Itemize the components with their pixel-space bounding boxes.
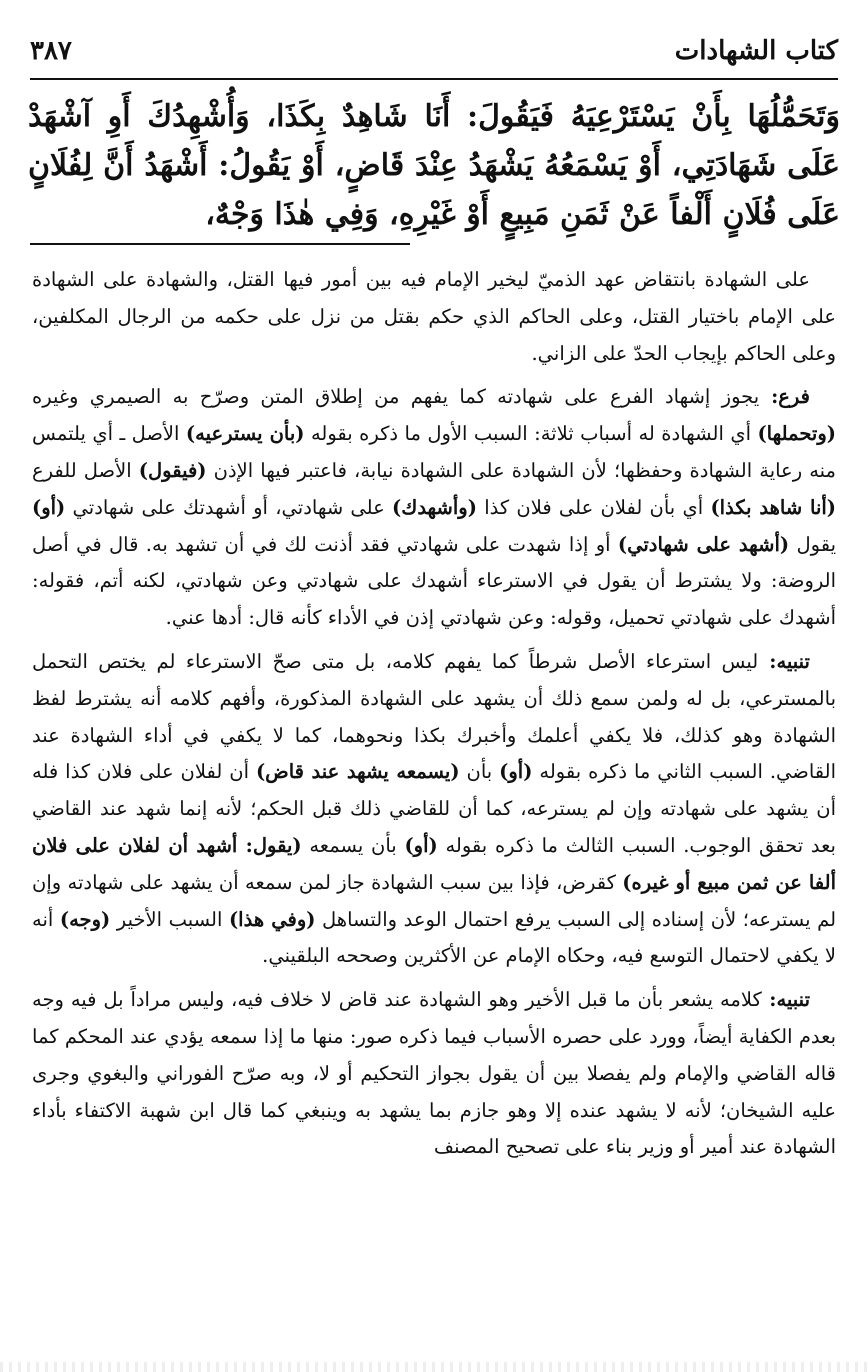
bold-quoted-phrase: (فيقول) [138, 458, 207, 482]
commentary-text: على شهادتي، أو أشهدتك على شهادتي [65, 495, 393, 519]
bold-quoted-phrase: تنبيه: [758, 649, 810, 673]
commentary-text: أن لفلان على فلان كذا فله أن يشهد على شهادته وإن لم يسترعه، كما أن للقاضي ذلك قبل الحكم؛ لأنه إنما شهد عند القاضي بعد تحقق الوجوب. السبب الثالث ما ذكره بقوله [32, 760, 836, 857]
bold-quoted-phrase: فرع: [759, 385, 810, 409]
header-rule [30, 78, 838, 80]
commentary-text: أنه لا يكفي لاحتمال التوسع فيه، وحكاه الإمام عن الأكثرين وصححه البلقيني. [32, 907, 836, 968]
bold-quoted-phrase: (وجه) [59, 907, 111, 931]
commentary-text: يجوز إشهاد الفرع على شهادته كما يفهم من إطلاق المتن وصرّح به الصيمري وغيره [32, 385, 760, 409]
page-number: ٣٨٧ [30, 36, 72, 66]
commentary-paragraph-3 [32, 644, 836, 975]
running-title: كتاب الشهادات [674, 36, 838, 66]
commentary-text: بأن [459, 760, 500, 784]
commentary-text: أي الشهادة له أسباب ثلاثة: السبب الأول ما ذكره بقوله [304, 422, 758, 446]
commentary-text: بأن يسمعه [301, 833, 405, 857]
main-text: وَتَحَمُّلُهَا بِأَنْ يَسْتَرْعِيَهُ فَيَقُولَ: أَنَا شَاهِدٌ بِكَذَا، وَأُشْهِدُكَ أَوِ آشْهَدْ عَلَى شَهَادَتِي، أَوْ يَسْمَعُهُ يَشْهَدُ عِنْدَ قَاضٍ، أَوْ يَقُولُ: أَشْهَدُ أَنَّ لِفُلَانٍ عَلَى فُلَانٍ أَلْفاً عَنْ ثَمَنِ مَبِيعٍ أَوْ غَيْرِهِ، وَفِي هٰذَا وَجْهٌ، [28, 99, 840, 232]
bold-quoted-phrase: (بأن يسترعيه) [185, 422, 305, 446]
commentary-text: ليس استرعاء الأصل شرطاً كما يفهم كلامه، بل متى صحّ الاسترعاء لم يختص التحمل بالمسترعي، بل له ولمن سمع ذلك أن يشهد على الشهادة المذكورة، وأفهم كلامه أنه يشترط لفظ الشهادة وهو كذلك، فلا يكفي أعلمك وأخبرك بكذا ونحوهما، كما لا يكفي في أداء الشهادة عند القاضي. السبب الثاني ما ذكره بقوله [32, 649, 837, 784]
page-header [30, 30, 838, 80]
bold-quoted-phrase: (يسمعه يشهد عند قاض) [255, 760, 460, 784]
bold-quoted-phrase: (أو) [499, 760, 533, 784]
commentary-paragraph-4 [32, 982, 836, 1166]
bold-quoted-phrase: (وفي هذا) [228, 907, 316, 931]
commentary-text: الأصل للفرع [32, 458, 139, 482]
bold-quoted-phrase: (أو) [404, 833, 438, 857]
commentary-text: أو إذا شهدت على شهادتي فقد أذنت لك في أن تشهد به. قال في أصل الروضة: ولا يشترط أن يقول في الاسترعاء أشهدك على شهادتي وعن شهادتي، لكنه أتم، فقوله: أشهدك على شهادتي تحميل، وقوله: وعن شهادتي إذن في الأداء كأنه قال: أدها عني. [32, 532, 836, 630]
bold-quoted-phrase: (أو) [32, 495, 66, 519]
bold-quoted-phrase: (أنا شاهد بكذا) [710, 495, 837, 519]
bold-quoted-phrase: تنبيه: [761, 988, 810, 1012]
bold-quoted-phrase: (يقول: أشهد أن لفلان على فلان ألفا عن ثمن مبيع أو غيره) [32, 833, 836, 894]
bold-quoted-phrase: (أشهد على شهادتي) [617, 532, 790, 556]
commentary-text: الأصل ـ أي يلتمس منه رعاية الشهادة وحفظها؛ لأن الشهادة على الشهادة نيابة، فاعتبر فيها الإذن [32, 422, 837, 482]
commentary-paragraph-1: على الشهادة بانتقاض عهد الذميّ ليخير الإمام فيه بين أمور فيها القتل، والشهادة على الشهادة على الإمام باختيار القتل، وعلى الحاكم الذي حكم بقتل من نزل على حكمه من الرجال المكلفين، وعلى الحاكم بإيجاب الحدّ على الزاني. [32, 268, 836, 365]
scan-edge-noise [0, 1362, 868, 1372]
bold-quoted-phrase: (وتحملها) [757, 422, 836, 446]
commentary-text: يقول [789, 532, 837, 556]
bold-quoted-phrase: (وأشهدك) [392, 495, 477, 519]
commentary-paragraph-2 [32, 379, 836, 637]
commentary [32, 262, 836, 1173]
commentary-text: أي بأن لفلان على فلان كذا [476, 495, 711, 519]
text-separator-rule [30, 243, 410, 245]
commentary-text: السبب الأخير [110, 907, 229, 931]
commentary-text: كلامه يشعر بأن ما قبل الأخير وهو الشهادة عند قاض لا خلاف فيه، وليس مراداً بل فيه وجه بعدم الكفاية أيضاً، وورد على حصره الأسباب فيما ذكره صور: منها ما إذا سمعه يؤدي عند المحكم كما قاله القاضي والإمام ولم يفصلا بين أن يقول بجواز التحكيم أو لا، وبه صرّح الفوراني والبغوي وجرى عليه الشيخان؛ لأنه لا يشهد عنده إلا وهو جازم بما يشهد به وينبغي كما قال ابن شهبة الاكتفاء بأداء الشهادة عند أمير أو وزير بناء على تصحيح المصنف [32, 988, 836, 1159]
commentary-text: كقرض، فإذا بين سبب الشهادة جاز لمن سمعه أن يشهد على شهادته وإن لم يسترعه؛ لأن إسناده إلى السبب يرفع احتمال الوعد والتساهل [32, 870, 837, 931]
